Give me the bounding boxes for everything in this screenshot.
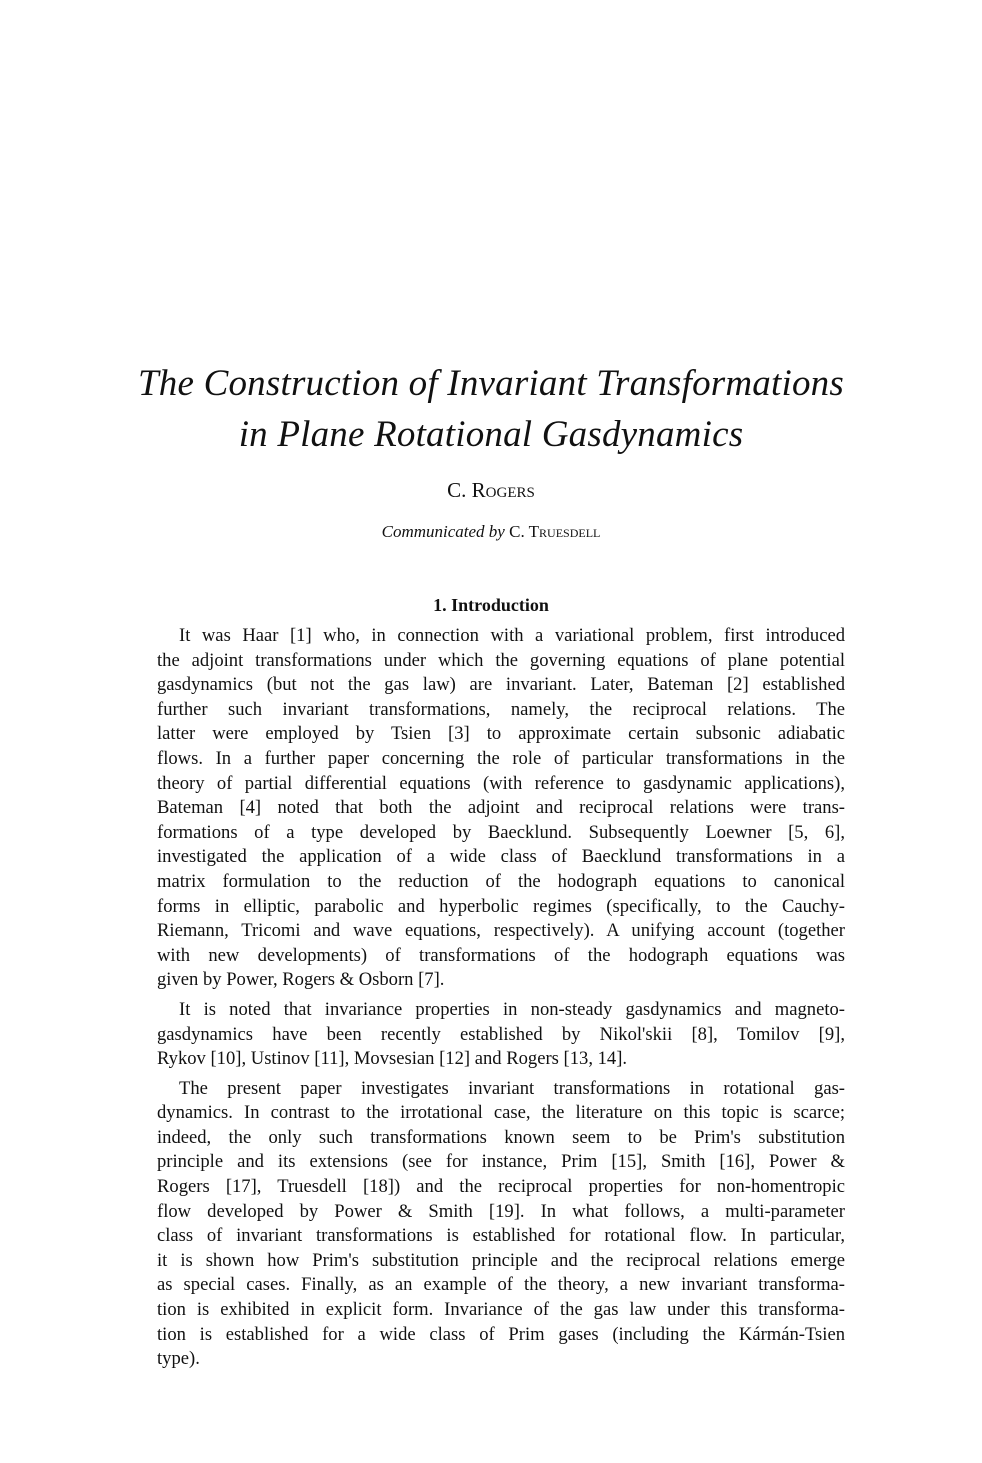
text-line: Rogers [17], Truesdell [18]) and the reciprocal properties for non-homentropic [157, 1176, 845, 1198]
text-line: tion is established for a wide class of Prim gases (including the Kármán-Tsien [157, 1323, 845, 1345]
text-line: indeed, the only such transformations known seem to be Prim's substitution [157, 1126, 845, 1148]
text-line: Rykov [10], Ustinov [11], Movsesian [12] and Rogers [13, 14]. [157, 1048, 628, 1070]
text-line: principle and its extensions (see for instance, Prim [15], Smith [16], Power & [157, 1151, 845, 1173]
text-line: it is shown how Prim's substitution principle and the reciprocal relations emerge [157, 1249, 845, 1271]
text-line: flows. In a further paper concerning the role of particular transformations in the [157, 747, 845, 769]
text-line: tion is exhibited in explicit form. Invariance of the gas law under this transforma- [157, 1299, 845, 1321]
text-line: Riemann, Tricomi and wave equations, respectively). A unifying account (together [157, 920, 845, 942]
text-line: gasdynamics (but not the gas law) are invariant. Later, Bateman [2] established [157, 674, 845, 696]
text-line: flow developed by Power & Smith [19]. In what follows, a multi-parameter [157, 1200, 845, 1222]
communicated-prefix: Communicated by [381, 522, 505, 541]
paper-title-line-2: in Plane Rotational Gasdynamics [238, 414, 744, 455]
introduction-body [157, 624, 845, 1377]
text-line: with new developments) of transformations of the hodograph equations was [157, 944, 845, 966]
text-line: investigated the application of a wide class of Baecklund transformations in a [157, 846, 845, 868]
author-name: C. Rogers [447, 478, 535, 502]
text-line: theory of partial differential equations (with reference to gasdynamic applications), [157, 772, 845, 794]
text-line: type). [157, 1348, 200, 1370]
text-line: latter were employed by Tsien [3] to approximate certain subsonic adiabatic [157, 723, 845, 745]
text-line: the adjoint transformations under which the governing equations of plane potential [157, 649, 845, 671]
paper-title-line-1: The Construction of Invariant Transformations [138, 363, 844, 404]
communicated-by [0, 522, 982, 542]
text-line: given by Power, Rogers & Osborn [7]. [157, 969, 445, 991]
text-line: dynamics. In contrast to the irrotational case, the literature on this topic is scarce; [157, 1102, 845, 1124]
text-line: The present paper investigates invariant transformations in rotational gas- [179, 1077, 845, 1099]
text-line: matrix formulation to the reduction of the hodograph equations to canonical [157, 870, 845, 892]
paragraph-2 [157, 998, 845, 1072]
communicated-name: C. Truesdell [509, 522, 601, 541]
text-line: further such invariant transformations, namely, the reciprocal relations. The [157, 698, 845, 720]
section-heading-introduction: 1. Introduction [433, 595, 549, 615]
text-line: It was Haar [1] who, in connection with a variational problem, first introduced [179, 625, 845, 646]
text-line: It is noted that invariance properties in non-steady gasdynamics and magneto- [179, 998, 845, 1020]
text-line: formations of a type developed by Baecklund. Subsequently Loewner [5, 6], [157, 821, 845, 843]
paragraph-1 [157, 624, 845, 993]
text-line: gasdynamics have been recently established by Nikol'skii [8], Tomilov [9], [157, 1023, 845, 1045]
paragraph-3 [157, 1077, 845, 1372]
text-line: class of invariant transformations is established for rotational flow. In particular, [157, 1225, 845, 1247]
text-line: Bateman [4] noted that both the adjoint and reciprocal relations were trans- [157, 797, 845, 819]
text-line: forms in elliptic, parabolic and hyperbolic regimes (specifically, to the Cauchy- [157, 895, 845, 917]
text-line: as special cases. Finally, as an example of the theory, a new invariant transforma- [157, 1274, 845, 1296]
